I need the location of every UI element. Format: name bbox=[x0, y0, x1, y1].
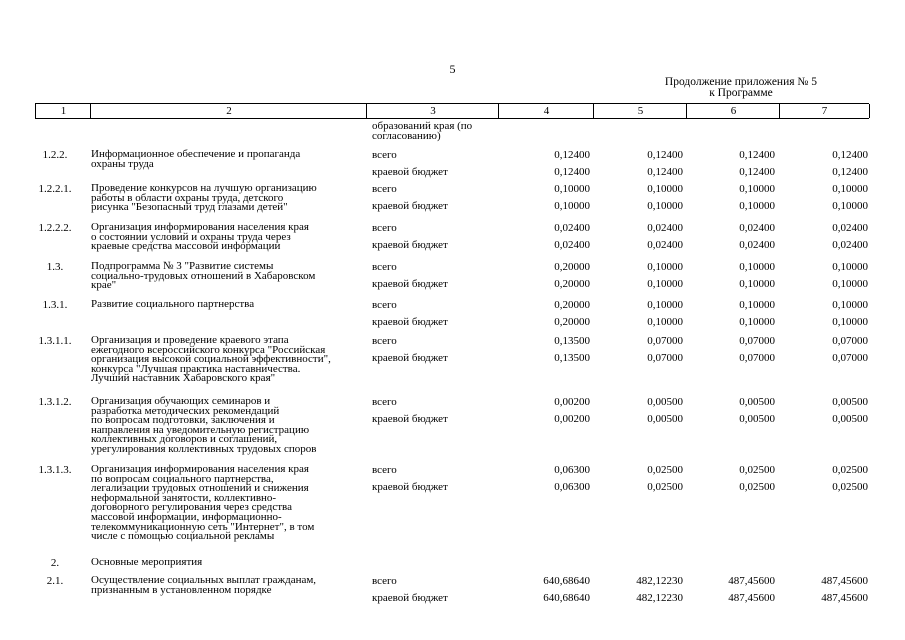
funding-source: краевой бюджет bbox=[372, 278, 448, 290]
value-cell: 0,10000 bbox=[647, 278, 683, 290]
value-cell: 487,45600 bbox=[821, 575, 868, 587]
header-col-1: 1 bbox=[35, 104, 91, 118]
row-name-line: Организация информирования населения края bbox=[91, 221, 309, 233]
value-cell: 0,02500 bbox=[832, 464, 868, 476]
value-cell: 487,45600 bbox=[728, 575, 775, 587]
row-number: 2. bbox=[50, 557, 60, 569]
value-cell: 0,10000 bbox=[739, 278, 775, 290]
value-cell: 487,45600 bbox=[728, 592, 775, 604]
value-cell: 0,02400 bbox=[739, 222, 775, 234]
value-cell: 640,68640 bbox=[543, 592, 590, 604]
funding-source: всего bbox=[372, 396, 397, 408]
carryover-line: согласованию) bbox=[372, 129, 441, 142]
funding-source: краевой бюджет bbox=[372, 592, 448, 604]
row-number: 1.3.1.3. bbox=[38, 464, 72, 476]
row-name-line: коллективных договоров и соглашений, bbox=[91, 433, 278, 446]
funding-source: всего bbox=[372, 149, 397, 161]
row-name-line: числе с помощью социальной рекламы bbox=[91, 530, 275, 543]
row-name-line: телекоммуникационную сеть "Интернет", в том bbox=[91, 520, 315, 533]
value-cell: 0,12400 bbox=[739, 166, 775, 178]
value-cell: 0,12400 bbox=[647, 149, 683, 161]
value-cell: 0,00500 bbox=[739, 413, 775, 425]
value-cell: 0,12400 bbox=[647, 166, 683, 178]
row-number: 1.3.1.2. bbox=[38, 396, 72, 408]
row-name-line: неформальной занятости, коллективно- bbox=[91, 491, 277, 504]
value-cell: 487,45600 bbox=[821, 592, 868, 604]
value-cell: 0,02400 bbox=[554, 239, 590, 251]
value-cell: 0,02500 bbox=[739, 481, 775, 493]
value-cell: 0,07000 bbox=[832, 352, 868, 364]
funding-source: всего bbox=[372, 464, 397, 476]
row-name-line: по вопросам социального партнерства, bbox=[91, 472, 274, 485]
funding-source: всего bbox=[372, 299, 397, 311]
value-cell: 0,10000 bbox=[739, 183, 775, 195]
value-cell: 0,10000 bbox=[739, 261, 775, 273]
value-cell: 0,10000 bbox=[739, 200, 775, 212]
value-cell: 0,12400 bbox=[832, 149, 868, 161]
value-cell: 0,00500 bbox=[647, 396, 683, 408]
value-cell: 0,10000 bbox=[647, 200, 683, 212]
value-cell: 0,00500 bbox=[647, 413, 683, 425]
value-cell: 0,02500 bbox=[832, 481, 868, 493]
row-name-line: Подпрограмма № 3 "Развитие системы bbox=[91, 260, 274, 272]
row-name-line: крае" bbox=[91, 279, 117, 292]
row-name-line: по вопросам подготовки, заключения и bbox=[91, 414, 275, 427]
value-cell: 0,10000 bbox=[832, 261, 868, 273]
value-cell: 0,13500 bbox=[554, 352, 590, 364]
row-number: 2.1. bbox=[46, 575, 64, 587]
value-cell: 0,02500 bbox=[647, 481, 683, 493]
value-cell: 0,02500 bbox=[647, 464, 683, 476]
value-cell: 0,00500 bbox=[832, 396, 868, 408]
value-cell: 0,00500 bbox=[739, 396, 775, 408]
row-name-line: Лучший наставник Хабаровского края" bbox=[91, 372, 276, 385]
row-name-line: работы в области охраны труда, детского bbox=[91, 191, 284, 204]
funding-source: всего bbox=[372, 183, 397, 195]
value-cell: 0,02400 bbox=[832, 222, 868, 234]
value-cell: 0,10000 bbox=[554, 183, 590, 195]
row-number: 1.3.1. bbox=[42, 299, 68, 311]
row-name-line: конкурса "Лучшая практика наставничества. bbox=[91, 362, 301, 375]
row-name-line: Проведение конкурсов на лучшую организацию bbox=[91, 182, 317, 194]
value-cell: 0,02400 bbox=[554, 222, 590, 234]
value-cell: 0,10000 bbox=[647, 261, 683, 273]
value-cell: 0,00500 bbox=[832, 413, 868, 425]
row-number: 1.2.2. bbox=[42, 149, 68, 161]
header-col-3: 3 bbox=[366, 104, 499, 118]
row-name-line: договорного регулирования через средства bbox=[91, 501, 292, 514]
value-cell: 0,10000 bbox=[554, 200, 590, 212]
value-cell: 0,20000 bbox=[554, 261, 590, 273]
value-cell: 482,12230 bbox=[636, 592, 683, 604]
header-col-5: 5 bbox=[593, 104, 687, 118]
row-name-line: охраны труда bbox=[91, 157, 154, 170]
carryover-line: образований края (по bbox=[372, 120, 473, 132]
funding-source: краевой бюджет bbox=[372, 316, 448, 328]
value-cell: 0,13500 bbox=[554, 335, 590, 347]
value-cell: 0,02400 bbox=[739, 239, 775, 251]
row-name-line: признанным в установленном порядке bbox=[91, 583, 272, 596]
funding-source: всего bbox=[372, 261, 397, 273]
row-name-line: организация высокой социальной эффективности", bbox=[91, 353, 331, 366]
row-name-line: краевые средства массовой информации bbox=[91, 240, 281, 253]
value-cell: 0,10000 bbox=[647, 299, 683, 311]
value-cell: 0,10000 bbox=[647, 316, 683, 328]
value-cell: 640,68640 bbox=[543, 575, 590, 587]
header-col-4: 4 bbox=[498, 104, 594, 118]
value-cell: 0,07000 bbox=[832, 335, 868, 347]
value-cell: 0,07000 bbox=[739, 352, 775, 364]
value-cell: 0,06300 bbox=[554, 464, 590, 476]
continuation-line-1: Продолжение приложения № 5 bbox=[664, 76, 817, 88]
row-name-line: о состоянии условий и охраны труда через bbox=[91, 230, 291, 243]
row-name-line: Развитие социального партнерства bbox=[91, 298, 255, 310]
value-cell: 0,10000 bbox=[832, 200, 868, 212]
header-col-7: 7 bbox=[779, 104, 870, 118]
page-number: 5 bbox=[449, 62, 456, 76]
funding-source: краевой бюджет bbox=[372, 481, 448, 493]
funding-source: краевой бюджет bbox=[372, 166, 448, 178]
funding-source: краевой бюджет bbox=[372, 413, 448, 425]
value-cell: 0,20000 bbox=[554, 316, 590, 328]
value-cell: 0,00200 bbox=[554, 396, 590, 408]
value-cell: 482,12230 bbox=[636, 575, 683, 587]
value-cell: 0,02400 bbox=[832, 239, 868, 251]
value-cell: 0,07000 bbox=[647, 352, 683, 364]
row-name-line: Основные мероприятия bbox=[91, 556, 203, 568]
row-number: 1.2.2.1. bbox=[38, 183, 72, 195]
row-name-line: Организация обучающих семинаров и bbox=[91, 395, 271, 407]
value-cell: 0,12400 bbox=[832, 166, 868, 178]
row-name-line: Информационное обеспечение и пропаганда bbox=[91, 148, 301, 160]
value-cell: 0,20000 bbox=[554, 299, 590, 311]
value-cell: 0,06300 bbox=[554, 481, 590, 493]
funding-source: всего bbox=[372, 335, 397, 347]
funding-source: краевой бюджет bbox=[372, 239, 448, 251]
continuation-line-2: к Программе bbox=[709, 87, 773, 99]
header-col-2: 2 bbox=[90, 104, 367, 118]
value-cell: 0,10000 bbox=[832, 299, 868, 311]
row-number: 1.2.2.2. bbox=[38, 222, 72, 234]
row-name-line: рисунка "Безопасный труд глазами детей" bbox=[91, 201, 288, 214]
table-header bbox=[35, 103, 869, 119]
value-cell: 0,12400 bbox=[554, 149, 590, 161]
row-name-line: Организация информирования населения края bbox=[91, 463, 309, 475]
funding-source: всего bbox=[372, 575, 397, 587]
row-name-line: Осуществление социальных выплат гражданам, bbox=[91, 574, 317, 586]
row-name-line: Организация и проведение краевого этапа bbox=[91, 334, 289, 346]
row-number: 1.3. bbox=[46, 261, 64, 273]
value-cell: 0,07000 bbox=[739, 335, 775, 347]
value-cell: 0,02500 bbox=[739, 464, 775, 476]
funding-source: краевой бюджет bbox=[372, 200, 448, 212]
value-cell: 0,10000 bbox=[647, 183, 683, 195]
funding-source: краевой бюджет bbox=[372, 352, 448, 364]
row-name-line: ежегодного всероссийского конкурса "Российская bbox=[91, 343, 326, 356]
value-cell: 0,02400 bbox=[647, 239, 683, 251]
header-col-6: 6 bbox=[686, 104, 780, 118]
row-name-line: разработка методических рекомендаций bbox=[91, 404, 280, 417]
value-cell: 0,20000 bbox=[554, 278, 590, 290]
value-cell: 0,12400 bbox=[554, 166, 590, 178]
row-name-line: легализации трудовых отношений и снижения bbox=[91, 482, 309, 495]
value-cell: 0,10000 bbox=[739, 316, 775, 328]
row-name-line: урегулирования коллективных трудовых споров bbox=[91, 443, 317, 455]
value-cell: 0,02400 bbox=[647, 222, 683, 234]
row-name-line: массовой информации, информационно- bbox=[91, 511, 282, 523]
row-name-line: направления на уведомительную регистрацию bbox=[91, 423, 310, 436]
value-cell: 0,10000 bbox=[739, 299, 775, 311]
value-cell: 0,10000 bbox=[832, 316, 868, 328]
row-name-line: социально-трудовых отношений в Хабаровском bbox=[91, 269, 316, 282]
value-cell: 0,07000 bbox=[647, 335, 683, 347]
value-cell: 0,00200 bbox=[554, 413, 590, 425]
row-number: 1.3.1.1. bbox=[38, 335, 72, 347]
value-cell: 0,10000 bbox=[832, 183, 868, 195]
funding-source: всего bbox=[372, 222, 397, 234]
value-cell: 0,10000 bbox=[832, 278, 868, 290]
continuation-note bbox=[665, 77, 817, 99]
value-cell: 0,12400 bbox=[739, 149, 775, 161]
